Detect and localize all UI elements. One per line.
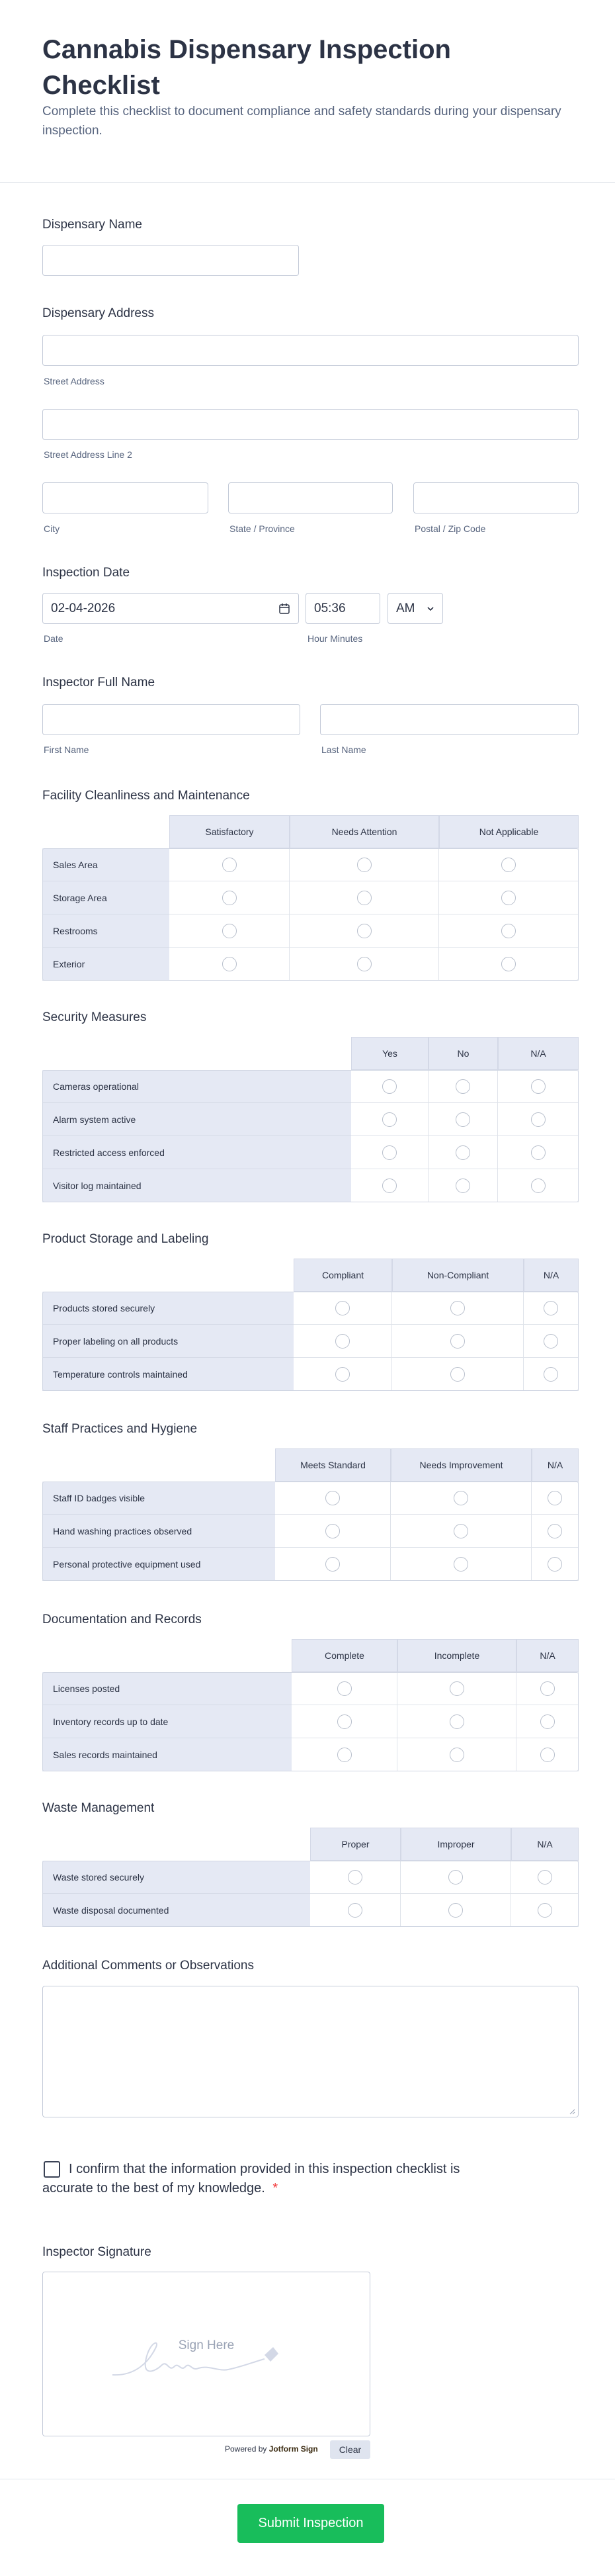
grid-row-label: Waste stored securely — [42, 1861, 310, 1894]
grid-column-header: Incomplete — [397, 1639, 516, 1672]
radio-button[interactable] — [540, 1748, 555, 1762]
grid-title: Product Storage and Labeling — [42, 1232, 209, 1246]
radio-button[interactable] — [357, 924, 372, 938]
radio-button[interactable] — [456, 1079, 470, 1094]
grid-cell — [391, 1482, 532, 1515]
grid-column-header: N/A — [511, 1828, 579, 1861]
inspection-date-label: Inspection Date — [42, 566, 130, 580]
grid-column-header: Needs Improvement — [391, 1448, 532, 1482]
radio-button[interactable] — [222, 858, 237, 872]
grid-cell — [169, 914, 290, 948]
radio-button[interactable] — [222, 957, 237, 971]
radio-button[interactable] — [382, 1145, 397, 1160]
grid-row-label: Restrooms — [42, 914, 169, 948]
radio-button[interactable] — [540, 1714, 555, 1729]
radio-button[interactable] — [538, 1870, 552, 1885]
radio-button[interactable] — [544, 1301, 558, 1315]
radio-button[interactable] — [335, 1301, 350, 1315]
grid-cell — [294, 1325, 392, 1358]
city-sublabel: City — [44, 523, 60, 534]
grid-title: Staff Practices and Hygiene — [42, 1422, 198, 1436]
radio-button[interactable] — [222, 924, 237, 938]
grid-cell — [392, 1292, 524, 1325]
date-value: 02-04-2026 — [51, 601, 116, 615]
grid-column-header: Needs Attention — [290, 815, 439, 848]
radio-button[interactable] — [448, 1903, 463, 1918]
street-address-line2-sublabel: Street Address Line 2 — [44, 449, 132, 460]
radio-button[interactable] — [501, 858, 516, 872]
grid-cell — [351, 1136, 429, 1169]
grid-cell — [532, 1515, 579, 1548]
grid-cell — [439, 881, 579, 914]
grid-cell — [169, 881, 290, 914]
inspector-name-label: Inspector Full Name — [42, 676, 155, 689]
radio-button[interactable] — [548, 1524, 562, 1538]
grid-row-label: Personal protective equipment used — [42, 1548, 275, 1581]
rating-grid — [42, 815, 579, 981]
signature-squiggle-icon — [109, 2335, 281, 2381]
grid-title: Documentation and Records — [42, 1613, 202, 1626]
comments-label: Additional Comments or Observations — [42, 1959, 254, 1973]
grid-cell — [351, 1169, 429, 1202]
grid-title: Facility Cleanliness and Maintenance — [42, 789, 250, 803]
grid-cell — [290, 948, 439, 981]
grid-cell — [511, 1894, 579, 1927]
radio-button[interactable] — [544, 1334, 558, 1349]
grid-row-label: Sales Area — [42, 848, 169, 881]
radio-button[interactable] — [382, 1079, 397, 1094]
grid-row-label: Exterior — [42, 948, 169, 981]
grid-row-label: Restricted access enforced — [42, 1136, 351, 1169]
signature-pad[interactable] — [42, 2272, 370, 2436]
radio-button[interactable] — [325, 1557, 340, 1572]
radio-button[interactable] — [450, 1301, 465, 1315]
dispensary-name-label: Dispensary Name — [42, 218, 142, 232]
radio-button[interactable] — [501, 891, 516, 905]
radio-button[interactable] — [501, 924, 516, 938]
zip-sublabel: Postal / Zip Code — [415, 523, 486, 534]
grid-cell — [524, 1292, 579, 1325]
grid-cell — [392, 1325, 524, 1358]
grid-cell — [524, 1358, 579, 1391]
ampm-select[interactable] — [388, 593, 443, 624]
grid-cell — [169, 948, 290, 981]
radio-button[interactable] — [454, 1491, 468, 1505]
grid-row-label: Proper labeling on all products — [42, 1325, 294, 1358]
grid-cell — [275, 1482, 391, 1515]
grid-row-label: Visitor log maintained — [42, 1169, 351, 1202]
grid-cell — [429, 1169, 498, 1202]
radio-button[interactable] — [348, 1903, 362, 1918]
rating-grid — [42, 1037, 579, 1202]
grid-row-label: Products stored securely — [42, 1292, 294, 1325]
grid-cell — [275, 1515, 391, 1548]
grid-cell — [429, 1103, 498, 1136]
radio-button[interactable] — [357, 858, 372, 872]
grid-column-header: N/A — [498, 1037, 579, 1070]
grid-column-header: No — [429, 1037, 498, 1070]
grid-cell — [290, 848, 439, 881]
grid-row-label: Hand washing practices observed — [42, 1515, 275, 1548]
radio-button[interactable] — [454, 1557, 468, 1572]
last-name-sublabel: Last Name — [321, 744, 366, 755]
signature-label: Inspector Signature — [42, 2245, 151, 2259]
radio-button[interactable] — [538, 1903, 552, 1918]
grid-column-header: Non-Compliant — [392, 1259, 524, 1292]
radio-button[interactable] — [357, 957, 372, 971]
powered-by — [225, 2444, 318, 2454]
grid-row-label: Staff ID badges visible — [42, 1482, 275, 1515]
confirm-text: I confirm that the information provided in this inspection checklist is accurate to the best of my knowledge. — [42, 2162, 460, 2196]
grid-cell — [310, 1861, 401, 1894]
dispensary-name-input[interactable] — [42, 245, 299, 276]
grid-column-header: Proper — [310, 1828, 401, 1861]
grid-cell — [516, 1672, 579, 1705]
grid-cell — [401, 1894, 511, 1927]
grid-column-header: Yes — [351, 1037, 429, 1070]
date-sublabel: Date — [44, 633, 63, 644]
grid-row-label: Sales records maintained — [42, 1738, 292, 1771]
radio-button[interactable] — [454, 1524, 468, 1538]
required-mark: * — [272, 2181, 278, 2196]
grid-cell — [429, 1136, 498, 1169]
grid-cell — [524, 1325, 579, 1358]
grid-cell — [439, 948, 579, 981]
radio-button[interactable] — [335, 1334, 350, 1349]
radio-button[interactable] — [544, 1367, 558, 1382]
grid-cell — [516, 1738, 579, 1771]
grid-cell — [351, 1070, 429, 1103]
radio-button[interactable] — [548, 1491, 562, 1505]
grid-cell — [294, 1292, 392, 1325]
radio-button[interactable] — [448, 1870, 463, 1885]
confirm-text-wrap — [42, 2160, 505, 2198]
grid-cell — [351, 1103, 429, 1136]
radio-button[interactable] — [456, 1112, 470, 1127]
grid-cell — [498, 1070, 579, 1103]
resize-handle-icon[interactable] — [569, 2108, 575, 2115]
radio-button[interactable] — [531, 1079, 546, 1094]
grid-column-header: N/A — [524, 1259, 579, 1292]
grid-cell — [498, 1169, 579, 1202]
radio-button[interactable] — [382, 1112, 397, 1127]
grid-column-header: Compliant — [294, 1259, 392, 1292]
grid-row-label: Inventory records up to date — [42, 1705, 292, 1738]
chevron-down-icon — [427, 606, 434, 611]
radio-button[interactable] — [548, 1557, 562, 1572]
state-input[interactable] — [228, 482, 393, 513]
radio-button[interactable] — [531, 1112, 546, 1127]
grid-cell — [275, 1548, 391, 1581]
address-label: Dispensary Address — [42, 306, 154, 320]
grid-title: Security Measures — [42, 1010, 147, 1024]
grid-cell — [290, 914, 439, 948]
grid-column-header: N/A — [532, 1448, 579, 1482]
grid-cell — [439, 848, 579, 881]
radio-button[interactable] — [348, 1870, 362, 1885]
grid-cell — [498, 1103, 579, 1136]
radio-button[interactable] — [382, 1178, 397, 1193]
grid-cell — [397, 1705, 516, 1738]
radio-button[interactable] — [450, 1334, 465, 1349]
rating-grid — [42, 1639, 579, 1771]
radio-button[interactable] — [450, 1367, 465, 1382]
state-sublabel: State / Province — [229, 523, 295, 534]
street-address-input[interactable] — [42, 335, 579, 366]
grid-cell — [429, 1070, 498, 1103]
radio-button[interactable] — [531, 1178, 546, 1193]
grid-cell — [532, 1482, 579, 1515]
calendar-icon[interactable] — [278, 603, 290, 615]
grid-cell — [391, 1548, 532, 1581]
grid-column-header: Improper — [401, 1828, 511, 1861]
first-name-input[interactable] — [42, 704, 300, 735]
last-name-input[interactable] — [320, 704, 579, 735]
grid-cell — [397, 1672, 516, 1705]
grid-cell — [169, 848, 290, 881]
comments-textarea[interactable] — [42, 1986, 579, 2117]
radio-button[interactable] — [357, 891, 372, 905]
clear-signature-button[interactable]: Clear — [330, 2440, 370, 2459]
grid-cell — [294, 1358, 392, 1391]
radio-button[interactable] — [337, 1748, 352, 1762]
ampm-value: AM — [396, 601, 415, 615]
grid-cell — [516, 1705, 579, 1738]
radio-button[interactable] — [450, 1681, 464, 1696]
grid-row-label: Licenses posted — [42, 1672, 292, 1705]
date-input[interactable] — [42, 593, 299, 624]
radio-button[interactable] — [337, 1681, 352, 1696]
grid-cell — [511, 1861, 579, 1894]
grid-column-header: N/A — [516, 1639, 579, 1672]
grid-column-header: Not Applicable — [439, 815, 579, 848]
grid-cell — [392, 1358, 524, 1391]
time-input[interactable]: 05:36 — [306, 593, 380, 624]
grid-row-label: Alarm system active — [42, 1103, 351, 1136]
radio-button[interactable] — [450, 1748, 464, 1762]
grid-row-label: Temperature controls maintained — [42, 1358, 294, 1391]
grid-cell — [292, 1738, 397, 1771]
radio-button[interactable] — [450, 1714, 464, 1729]
submit-button[interactable]: Submit Inspection — [237, 2504, 384, 2543]
grid-cell — [498, 1136, 579, 1169]
grid-column-header: Satisfactory — [169, 815, 290, 848]
header-divider — [0, 182, 615, 183]
first-name-sublabel: First Name — [44, 744, 89, 755]
grid-cell — [397, 1738, 516, 1771]
grid-cell — [532, 1548, 579, 1581]
zip-input[interactable] — [413, 482, 579, 513]
grid-column-header: Complete — [292, 1639, 397, 1672]
rating-grid — [42, 1828, 579, 1927]
grid-cell — [401, 1861, 511, 1894]
rating-grid — [42, 1259, 579, 1391]
grid-column-header: Meets Standard — [275, 1448, 391, 1482]
grid-cell — [292, 1672, 397, 1705]
radio-button[interactable] — [222, 891, 237, 905]
rating-grid — [42, 1448, 579, 1581]
radio-button[interactable] — [456, 1145, 470, 1160]
radio-button[interactable] — [325, 1524, 340, 1538]
radio-button[interactable] — [531, 1145, 546, 1160]
radio-button[interactable] — [540, 1681, 555, 1696]
powered-by-text: Powered by — [225, 2444, 267, 2454]
city-input[interactable] — [42, 482, 208, 513]
radio-button[interactable] — [456, 1178, 470, 1193]
page-description: Complete this checklist to document compliance and safety standards during your dispensary inspection. — [42, 105, 561, 138]
page-title: Cannabis Dispensary Inspection Checklist — [42, 35, 451, 100]
grid-cell — [292, 1705, 397, 1738]
radio-button[interactable] — [335, 1367, 350, 1382]
grid-cell — [290, 881, 439, 914]
sign-here-placeholder: Sign Here — [178, 2338, 235, 2352]
grid-row-label: Storage Area — [42, 881, 169, 914]
grid-row-label: Waste disposal documented — [42, 1894, 310, 1927]
grid-cell — [310, 1894, 401, 1927]
radio-button[interactable] — [337, 1714, 352, 1729]
grid-cell — [439, 914, 579, 948]
radio-button[interactable] — [325, 1491, 340, 1505]
time-sublabel: Hour Minutes — [308, 633, 363, 644]
street-address-sublabel: Street Address — [44, 376, 104, 386]
jotform-sign-brand: Jotform Sign — [268, 2444, 318, 2454]
grid-row-label: Cameras operational — [42, 1070, 351, 1103]
grid-title: Waste Management — [42, 1801, 155, 1815]
street-address-line2-input[interactable] — [42, 409, 579, 440]
radio-button[interactable] — [501, 957, 516, 971]
grid-cell — [391, 1515, 532, 1548]
